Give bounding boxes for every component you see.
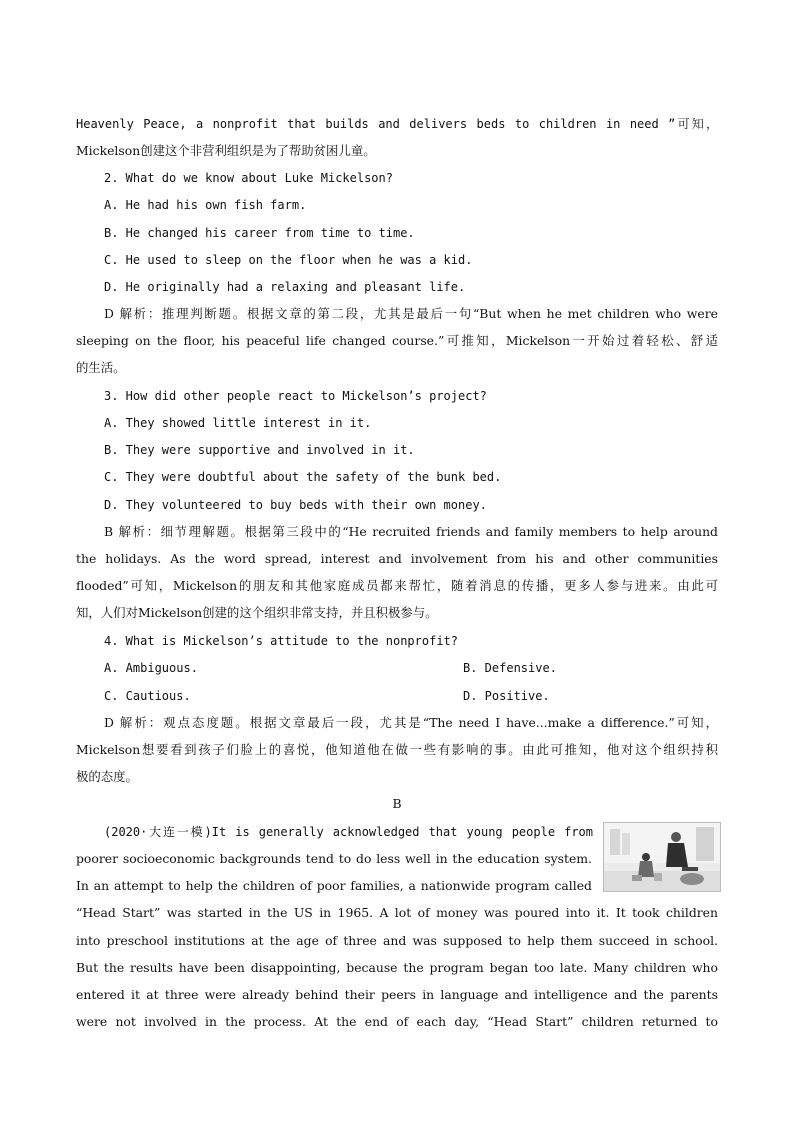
passage-b-line-4: “Head Start” was started in the US in 1965. A lot of money was poured into it. It took children: [76, 905, 718, 920]
question-3-option-c: C. They were doubtful about the safety of the bunk bed.: [104, 470, 502, 484]
intro-line-1: Heavenly Peace, a nonprofit that builds and delivers beds to children in need ”可知，: [76, 117, 718, 131]
passage-b-line-5: into preschool institutions at the age of three and was supposed to help them succeed in school.: [76, 933, 718, 948]
question-2-answer-line-2: sleeping on the floor, his peaceful life changed course.”可推知，Mickelson一开始过着轻松、舒适: [76, 333, 718, 348]
question-2-option-b: B. He changed his career from time to time.: [104, 226, 415, 240]
question-3-answer-line-1: B 解析：细节理解题。根据第三段中的“He recruited friends and family members to help around: [104, 524, 718, 539]
question-2-answer-line-1: D 解析：推理判断题。根据文章的第二段，尤其是最后一句“But when he met children who were: [104, 306, 718, 321]
passage-b-line-2: poorer socioeconomic backgrounds tend to do less well in the education system.: [76, 851, 592, 866]
question-2-option-c: C. He used to sleep on the floor when he was a kid.: [104, 253, 473, 267]
passage-b-line-7: entered it at three were already behind their peers in language and intelligence and the parents: [76, 987, 718, 1002]
classroom-photo: [603, 822, 721, 892]
question-4-answer-line-2: Mickelson想要看到孩子们脸上的喜悦，他知道他在做一些有影响的事。由此可推知，他对这个组织持积: [76, 742, 718, 757]
question-2-answer-line-3: 的生活。: [76, 360, 126, 375]
question-2-stem: 2. What do we know about Luke Mickelson?: [104, 171, 393, 185]
intro-line-2: Mickelson创建这个非营利组织是为了帮助贫困儿童。: [76, 143, 376, 158]
question-3-option-a: A. They showed little interest in it.: [104, 416, 372, 430]
question-4-stem: 4. What is Mickelson’s attitude to the nonprofit?: [104, 634, 459, 648]
passage-b-line-6: But the results have been disappointing, because the program began too late. Many children who: [76, 960, 718, 975]
question-3-answer-line-3: flooded”可知，Mickelson的朋友和其他家庭成员都来帮忙，随着消息的传播，更多人参与进来。由此可: [76, 578, 718, 593]
question-3-answer-line-2: the holidays. As the word spread, interest and involvement from his and other communities: [76, 551, 718, 566]
question-3-option-d: D. They volunteered to buy beds with their own money.: [104, 498, 487, 512]
question-2-option-a: A. He had his own fish farm.: [104, 198, 307, 212]
passage-b-heading: B: [392, 796, 402, 811]
passage-b-line-1: (2020·大连一模)It is generally acknowledged that young people from: [104, 825, 593, 839]
question-4-option-a: A. Ambiguous.: [104, 661, 198, 675]
question-4-option-c: C. Cautious.: [104, 689, 191, 703]
passage-b-line-3: In an attempt to help the children of poor families, a nationwide program called: [76, 878, 592, 893]
question-3-option-b: B. They were supportive and involved in it.: [104, 443, 415, 457]
question-3-answer-line-4: 知，人们对Mickelson创建的这个组织非常支持，并且积极参与。: [76, 605, 438, 620]
question-4-options-row-2: [104, 688, 718, 704]
question-4-option-b: B. Defensive.: [463, 661, 557, 675]
passage-b-line-8: were not involved in the process. At the end of each day, “Head Start” children returned to: [76, 1014, 718, 1029]
question-4-answer-line-1: D 解析：观点态度题。根据文章最后一段，尤其是“The need I have...make a difference.”可知，: [104, 715, 718, 730]
question-4-answer-line-3: 极的态度。: [76, 769, 138, 784]
question-4-options-row-1: [104, 660, 718, 676]
classroom-photo-illustration: [604, 823, 720, 891]
question-4-option-d: D. Positive.: [463, 689, 550, 703]
question-2-option-d: D. He originally had a relaxing and pleasant life.: [104, 280, 466, 294]
question-3-stem: 3. How did other people react to Mickelson’s project?: [104, 389, 487, 403]
